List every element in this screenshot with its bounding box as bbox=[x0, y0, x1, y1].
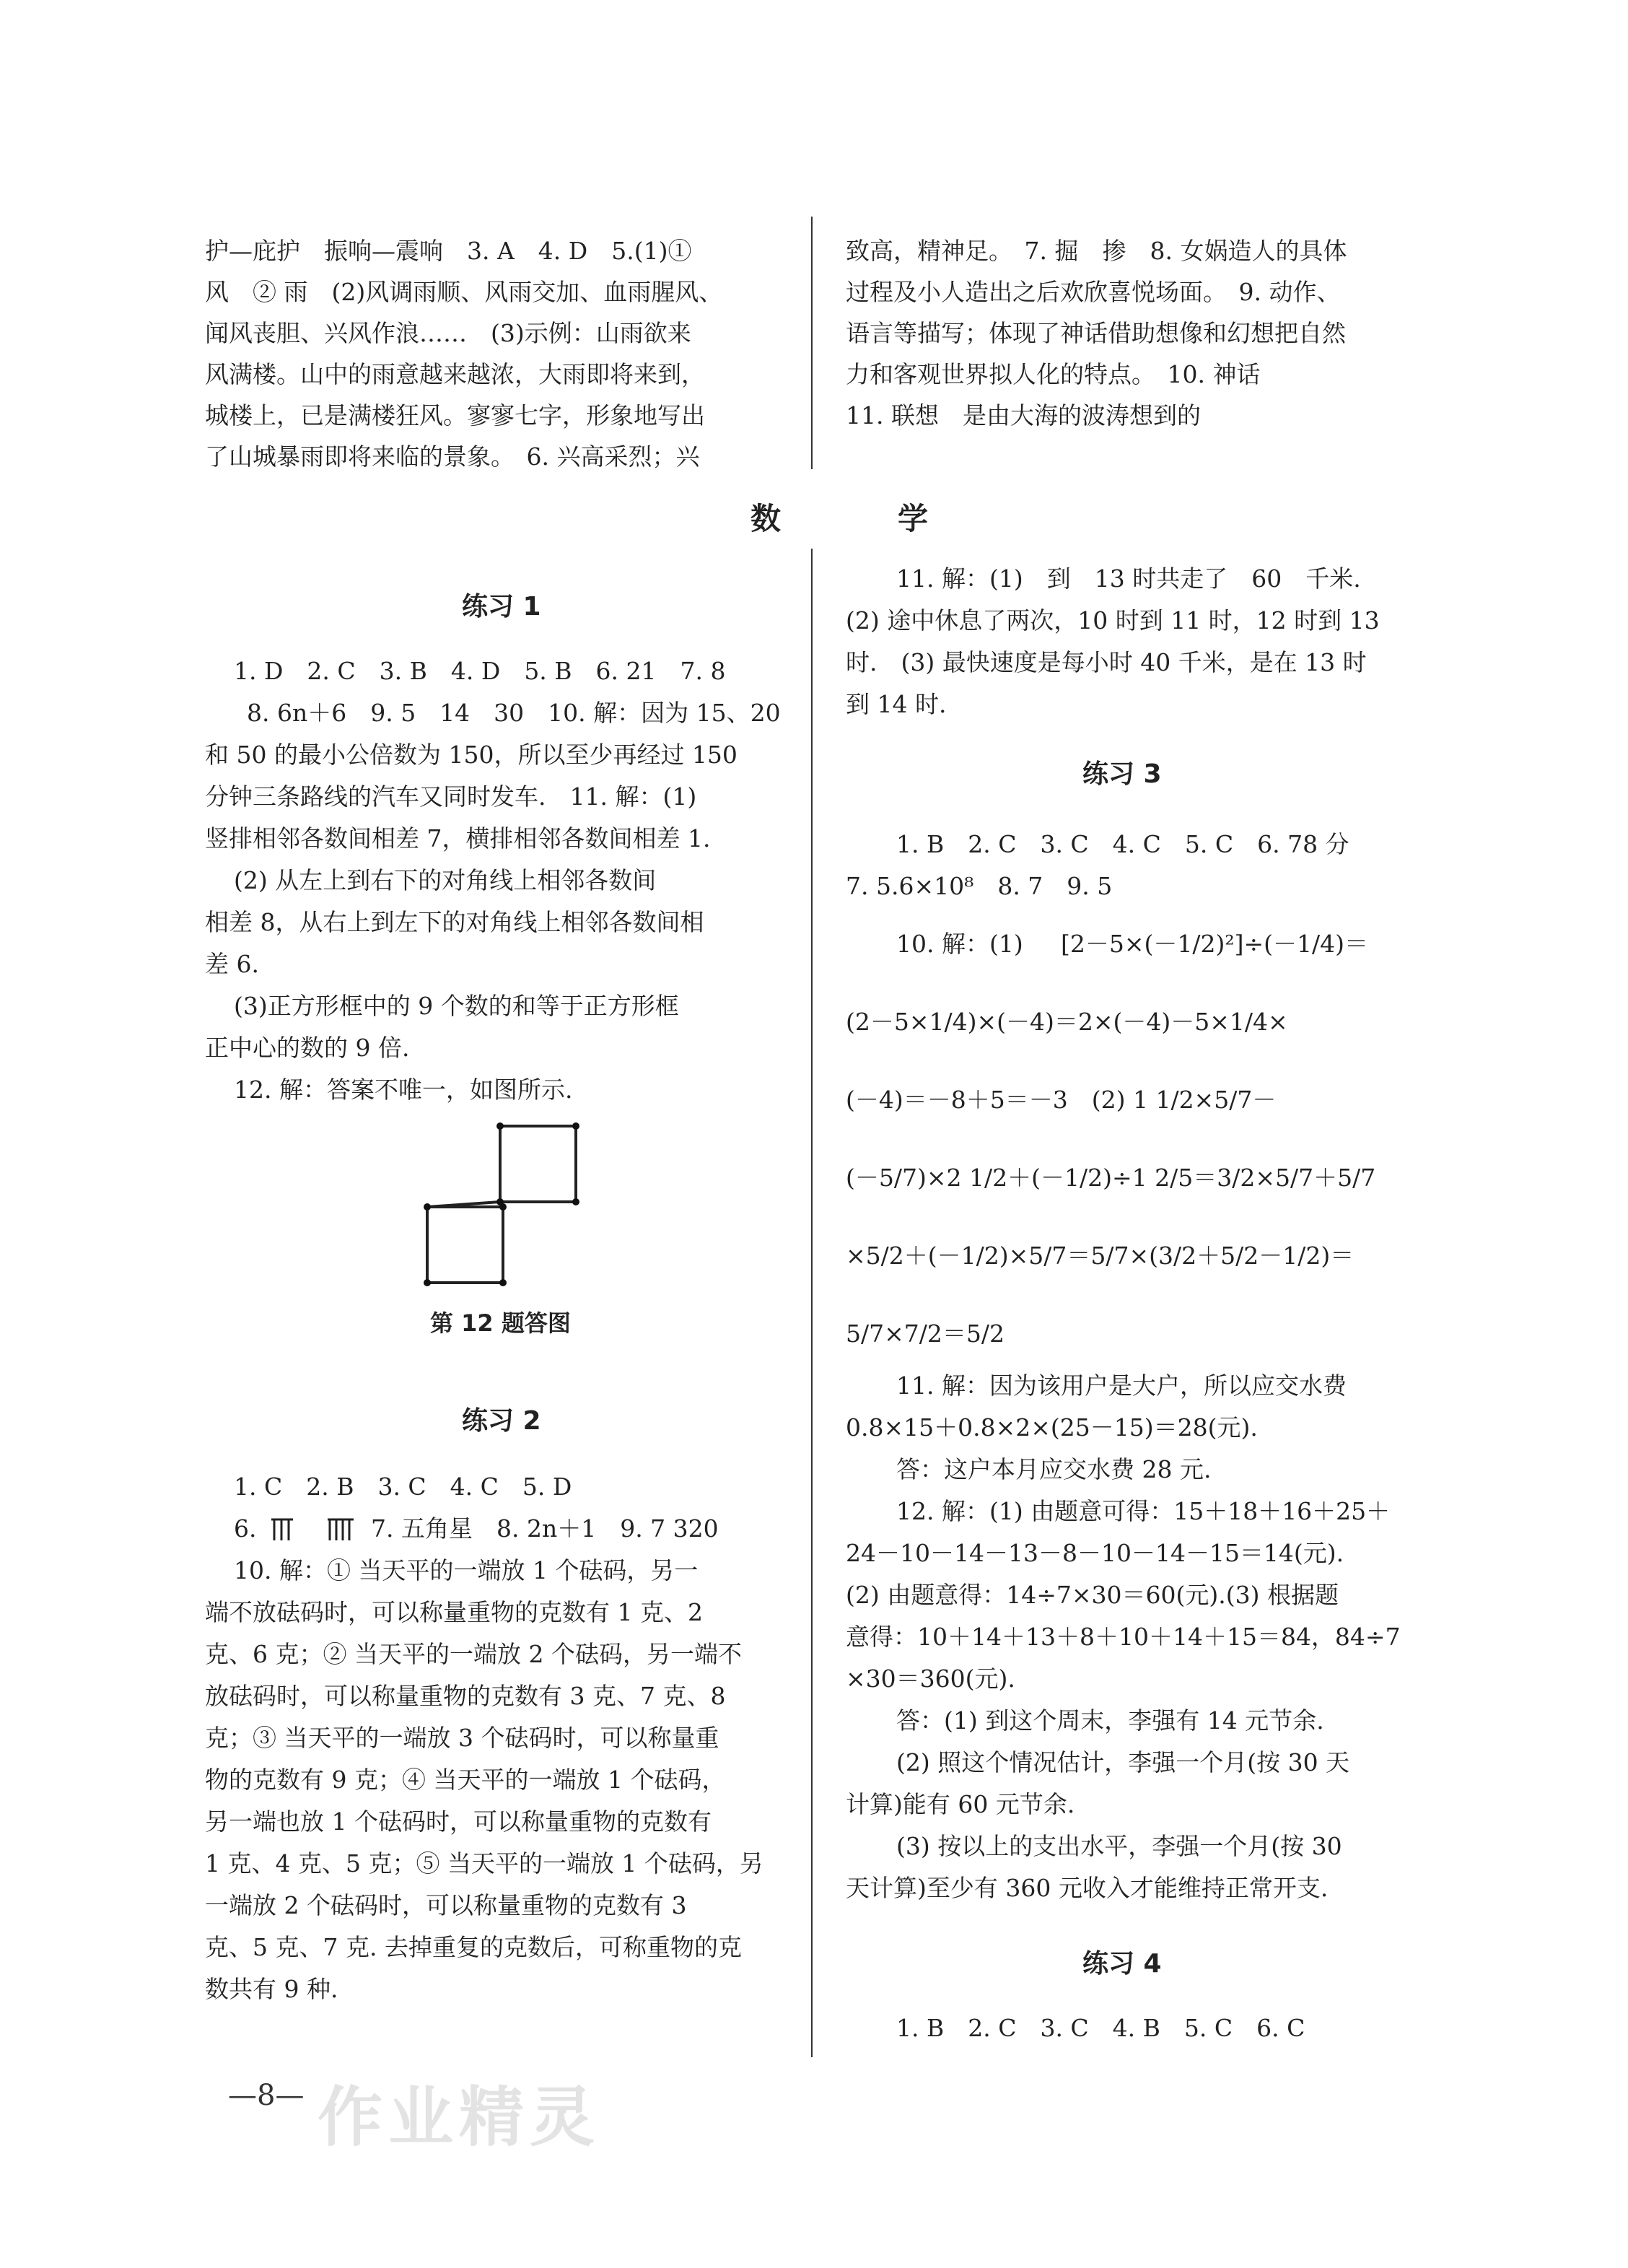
text-line: 城楼上，已是满楼狂风。寥寥七字，形象地写出 bbox=[205, 401, 705, 429]
column-divider-main bbox=[811, 549, 813, 2057]
text-line: 24－10－14－13－8－10－14－15＝14(元). bbox=[846, 1539, 1344, 1567]
text-line: (2) 照这个情况估计，李强一个月(按 30 天 bbox=[896, 1748, 1350, 1776]
text-line: (3)正方形框中的 9 个数的和等于正方形框 bbox=[234, 992, 679, 1020]
text-line: 答：(1) 到这个周末，李强有 14 元节余. bbox=[896, 1706, 1324, 1735]
page-number: —8— bbox=[228, 2079, 305, 2112]
text-line: 一端放 2 个砝码时，可以称量重物的克数有 3 bbox=[205, 1891, 687, 1919]
text-line: 1 克、4 克、5 克；⑤ 当天平的一端放 1 个砝码，另 bbox=[205, 1849, 763, 1877]
text-line: 11. 解：(1) 到 13 时共走了 60 千米. bbox=[896, 564, 1361, 593]
math-line-2: (2－5×1/4)×(－4)＝2×(－4)－5×1/4× bbox=[846, 1008, 1288, 1036]
math-line-5: ×5/2＋(－1/2)×5/7＝5/7×(3/2＋5/2－1/2)＝ bbox=[846, 1242, 1355, 1270]
text-line: 分钟三条路线的汽车又同时发车. 11. 解：(1) bbox=[205, 782, 697, 811]
text-line: 克；③ 当天平的一端放 3 个砝码时，可以称量重 bbox=[205, 1724, 719, 1752]
text-line: 放砝码时，可以称量重物的克数有 3 克、7 克、8 bbox=[205, 1682, 726, 1710]
text-line: 计算)能有 60 元节余. bbox=[846, 1790, 1075, 1818]
lower-left-square bbox=[427, 1207, 503, 1283]
text-line: 6. bbox=[234, 1514, 257, 1543]
text-line: 时. (3) 最快速度是每小时 40 千米，是在 13 时 bbox=[846, 648, 1367, 676]
text-line: 风满楼。山中的雨意越来越浓，大雨即将来到， bbox=[205, 360, 705, 388]
text-line: 风 ② 雨 (2)风调雨顺、风雨交加、血雨腥风、 bbox=[205, 278, 723, 306]
math-line-4: (－5/7)×2 1/2＋(－1/2)÷1 2/5＝3/2×5/7＋5/7 bbox=[846, 1164, 1376, 1192]
text-line: 力和客观世界拟人化的特点。 10. 神话 bbox=[846, 360, 1261, 388]
text-line: 7. 5.6×10⁸ 8. 7 9. 5 bbox=[846, 872, 1113, 900]
text-line: 天计算)至少有 360 元收入才能维持正常开支. bbox=[846, 1874, 1329, 1902]
text-line: (2) 从左上到右下的对角线上相邻各数间 bbox=[234, 866, 657, 894]
figure-caption: 第 12 题答图 bbox=[430, 1309, 571, 1337]
text-line: 1. C 2. B 3. C 4. C 5. D bbox=[234, 1473, 572, 1501]
text-line: 克、6 克；② 当天平的一端放 2 个砝码，另一端不 bbox=[205, 1640, 742, 1668]
text-line: 端不放砝码时，可以称量重物的克数有 1 克、2 bbox=[205, 1598, 703, 1626]
upper-right-square bbox=[500, 1126, 576, 1202]
text-line: 致高，精神足。 7. 掘 掺 8. 女娲造人的具体 bbox=[846, 237, 1347, 265]
tally-three-icon bbox=[270, 1517, 294, 1542]
text-line: 1. B 2. C 3. C 4. C 5. C 6. 78 分 bbox=[896, 830, 1349, 858]
exercise-1-title: 练习 1 bbox=[462, 592, 541, 621]
tally-four-icon bbox=[326, 1517, 355, 1542]
text-line: 语言等描写；体现了神话借助想像和幻想把自然 bbox=[846, 319, 1346, 347]
exercise-2-title: 练习 2 bbox=[462, 1406, 541, 1436]
text-line: 答：这户本月应交水费 28 元. bbox=[896, 1455, 1212, 1483]
text-line: 意得：10＋14＋13＋8＋10＋14＋15＝84，84÷7 bbox=[846, 1623, 1401, 1651]
section-title: 数 学 bbox=[750, 501, 972, 536]
text-line: 闻风丧胆、兴风作浪…… (3)示例：山雨欲来 bbox=[205, 319, 691, 347]
watermark: 作业精灵 bbox=[318, 2079, 600, 2155]
text-line: 1. D 2. C 3. B 4. D 5. B 6. 21 7. 8 bbox=[234, 657, 726, 685]
text-line: 0.8×15＋0.8×2×(25－15)＝28(元). bbox=[846, 1413, 1258, 1442]
text-line: 相差 8，从右上到左下的对角线上相邻各数间相 bbox=[205, 908, 704, 936]
math-step-label: 10. 解：(1) bbox=[896, 930, 1023, 958]
text-line: 差 6. bbox=[205, 950, 259, 978]
text-line: 过程及小人造出之后欢欣喜悦场面。 9. 动作、 bbox=[846, 278, 1341, 306]
text-line: 数共有 9 种. bbox=[205, 1975, 338, 2003]
text-line: 12. 解：(1) 由题意可得：15＋18＋16＋25＋ bbox=[896, 1497, 1391, 1525]
text-line: 1. B 2. C 3. C 4. B 5. C 6. C bbox=[896, 2014, 1305, 2042]
text-line: 12. 解：答案不唯一，如图所示. bbox=[234, 1076, 573, 1104]
math-line-1: [2－5×(－1/2)²]÷(－1/4)＝ bbox=[1061, 930, 1368, 958]
text-line: (3) 按以上的支出水平，李强一个月(按 30 bbox=[896, 1832, 1342, 1860]
text-line: 竖排相邻各数间相差 7，横排相邻各数间相差 1. bbox=[205, 824, 711, 852]
text-line: 10. 解：① 当天平的一端放 1 个砝码，另一 bbox=[234, 1556, 699, 1584]
math-line-6: 5/7×7/2＝5/2 bbox=[846, 1320, 1005, 1348]
text-line: 了山城暴雨即将来临的景象。 6. 兴高采烈；兴 bbox=[205, 442, 700, 471]
text-line: (2) 由题意得：14÷7×30＝60(元).(3) 根据题 bbox=[846, 1581, 1339, 1609]
text-line: 克、5 克、7 克. 去掉重复的克数后，可称重物的克 bbox=[205, 1933, 742, 1961]
column-divider-top bbox=[811, 217, 813, 469]
exercise-3-title: 练习 3 bbox=[1082, 759, 1162, 789]
text-line: 11. 联想 是由大海的波涛想到的 bbox=[846, 401, 1201, 429]
text-line: 护—庇护 振响—震响 3. A 4. D 5.(1)① bbox=[205, 237, 692, 265]
text-line: 物的克数有 9 克；④ 当天平的一端放 1 个砝码， bbox=[205, 1766, 726, 1794]
text-line: (2) 途中休息了两次，10 时到 11 时，12 时到 13 bbox=[846, 606, 1380, 634]
exercise-4-title: 练习 4 bbox=[1082, 1949, 1162, 1979]
text-line: 8. 6n＋6 9. 5 14 30 10. 解：因为 15、20 bbox=[247, 699, 781, 727]
text-line: ×30＝360(元). bbox=[846, 1665, 1015, 1693]
text-line: 7. 五角星 8. 2n＋1 9. 7 320 bbox=[371, 1514, 719, 1543]
text-line: 11. 解：因为该用户是大户，所以应交水费 bbox=[896, 1371, 1347, 1400]
text-line: 和 50 的最小公倍数为 150，所以至少再经过 150 bbox=[205, 741, 738, 769]
answer-figure-12 bbox=[419, 1119, 585, 1292]
text-line: 正中心的数的 9 倍. bbox=[205, 1034, 410, 1062]
text-line: 另一端也放 1 个砝码时，可以称量重物的克数有 bbox=[205, 1807, 712, 1836]
text-line: 到 14 时. bbox=[846, 690, 947, 718]
math-line-3: (－4)＝－8＋5＝－3 (2) 1 1/2×5/7－ bbox=[846, 1086, 1277, 1114]
